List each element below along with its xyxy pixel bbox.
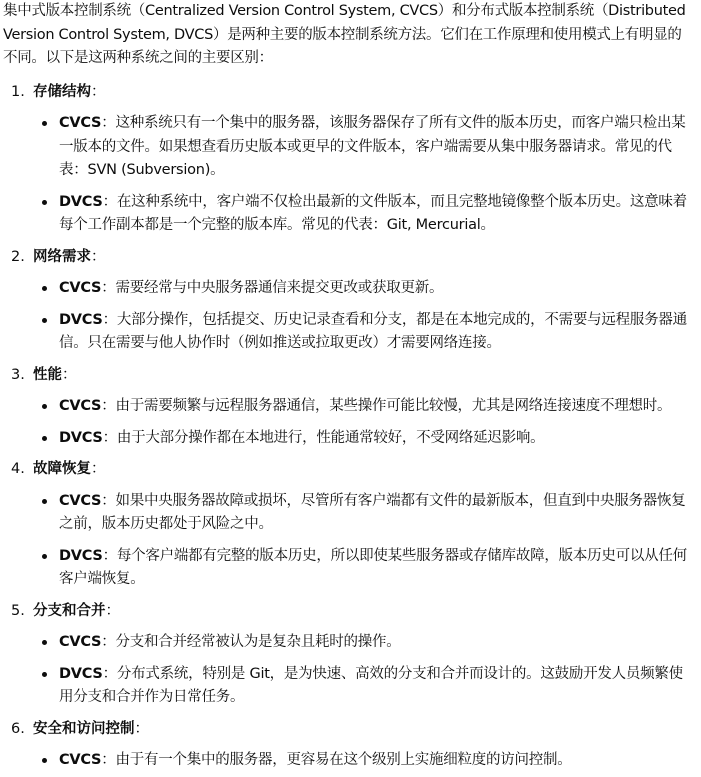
section-heading — [3, 600, 693, 624]
point-label-colon: ： — [101, 398, 116, 414]
point-label: CVCS — [59, 398, 102, 414]
section-number: 3. — [11, 366, 25, 383]
point-label: DVCS — [59, 311, 103, 328]
list-item — [3, 112, 693, 183]
section-points-list — [3, 277, 693, 356]
list-item — [3, 545, 693, 592]
point-label-colon: ： — [102, 429, 117, 446]
section-title-colon: ： — [91, 83, 106, 100]
section-item — [3, 81, 693, 238]
point-text: 由于需要频繁与远程服务器通信，某些操作可能比较慢，尤其是网络连接速度不理想时。 — [115, 398, 672, 414]
point-text: 如果中央服务器故障或损坏，尽管所有客户端都有文件的最新版本，但直到中央服务器恢复之前，版本历史都处于风险之中。 — [59, 492, 686, 532]
point-text: 这种系统只有一个集中的服务器，该服务器保存了所有文件的版本历史，而客户端只检出某一版本的文件。如果想查看历史版本或更早的文件版本，客户端需要从集中服务器请求。常见的代表：SVN (Subversion)。 — [59, 115, 686, 178]
point-label: CVCS — [59, 280, 102, 296]
point-label-colon: ： — [102, 311, 117, 328]
section-number: 4. — [11, 461, 25, 477]
point-label-colon: ： — [101, 280, 116, 296]
bullet-icon — [42, 318, 47, 323]
point-text: 在这种系统中，客户端不仅检出最新的文件版本，而且完整地镜像整个版本历史。这意味着每个工作副本都是一个完整的版本库。常见的代表：Git, Mercurial。 — [59, 193, 687, 233]
section-points-list — [3, 490, 693, 592]
list-item — [3, 749, 693, 773]
bullet-icon — [42, 200, 47, 205]
section-title: 存储结构 — [33, 83, 91, 100]
section-number: 6. — [11, 720, 25, 737]
point-label: CVCS — [59, 492, 102, 509]
section-title: 网络需求 — [33, 248, 91, 265]
section-heading — [3, 458, 693, 482]
list-item — [3, 631, 693, 655]
point-text: 由于有一个集中的服务器，更容易在这个级别上实施细粒度的访问控制。 — [115, 752, 572, 768]
section-heading — [3, 246, 693, 270]
point-label-colon: ： — [101, 752, 116, 768]
point-label: DVCS — [59, 665, 103, 682]
section-item — [3, 718, 693, 773]
point-text: 分布式系统，特别是 Git，是为快速、高效的分支和合并而设计的。这鼓励开发人员频繁使用分支和合并作为日常任务。 — [59, 665, 683, 705]
intro-paragraph: 集中式版本控制系统（Centralized Version Control System, CVCS）和分布式版本控制系统（Distributed Version Control System, DVCS）是两种主要的版本控制系统方法。它们在工作原理和使用模式上有明显的不同。以下是这两种系统之间的主要区别： — [3, 3, 686, 66]
bullet-icon — [42, 554, 47, 559]
point-label: DVCS — [59, 193, 103, 210]
section-heading — [3, 81, 693, 105]
point-text: 每个客户端都有完整的版本历史，所以即使某些服务器或存储库故障，版本历史可以从任何客户端恢复。 — [59, 547, 687, 587]
section-points-list — [3, 631, 693, 710]
section-points-list — [3, 395, 693, 450]
point-label-colon: ： — [101, 634, 116, 650]
list-item — [3, 277, 693, 301]
section-heading — [3, 364, 693, 388]
section-item — [3, 458, 693, 592]
point-label: CVCS — [59, 634, 102, 650]
bullet-icon — [42, 672, 47, 677]
comparison-sections — [3, 81, 693, 773]
list-item — [3, 309, 693, 356]
point-label: CVCS — [59, 115, 102, 131]
point-label-colon: ： — [102, 193, 117, 210]
section-title-colon: ： — [91, 461, 106, 477]
section-title: 故障恢复 — [33, 461, 91, 477]
section-item — [3, 246, 693, 356]
section-number: 5. — [11, 602, 25, 619]
section-title-colon: ： — [134, 720, 149, 737]
section-item — [3, 364, 693, 451]
section-heading — [3, 718, 693, 742]
bullet-icon — [42, 436, 47, 441]
section-title: 安全和访问控制 — [33, 720, 135, 737]
list-item — [3, 427, 693, 451]
point-text: 由于大部分操作都在本地进行，性能通常较好，不受网络延迟影响。 — [116, 429, 545, 446]
point-text: 分支和合并经常被认为是复杂且耗时的操作。 — [115, 634, 401, 650]
point-label-colon: ： — [101, 492, 116, 509]
section-number: 1. — [11, 83, 25, 100]
section-title: 性能 — [33, 366, 62, 383]
bullet-icon — [42, 121, 47, 126]
bullet-icon — [42, 286, 47, 291]
point-label-colon: ： — [102, 547, 117, 564]
point-label-colon: ： — [101, 115, 116, 131]
list-item — [3, 490, 693, 537]
list-item — [3, 191, 693, 238]
point-label: CVCS — [59, 752, 102, 768]
point-label-colon: ： — [102, 665, 117, 682]
section-number: 2. — [11, 248, 25, 265]
section-title-colon: ： — [91, 248, 106, 265]
section-title-colon: ： — [105, 602, 120, 619]
list-item — [3, 663, 693, 710]
point-text: 大部分操作，包括提交、历史记录查看和分支，都是在本地完成的，不需要与远程服务器通信。只在需要与他人协作时（例如推送或拉取更改）才需要网络连接。 — [59, 311, 687, 351]
section-title-colon: ： — [62, 366, 77, 383]
bullet-icon — [42, 499, 47, 504]
bullet-icon — [42, 404, 47, 409]
point-label: DVCS — [59, 547, 103, 564]
list-item — [3, 395, 693, 419]
point-text: 需要经常与中央服务器通信来提交更改或获取更新。 — [115, 280, 444, 296]
section-item — [3, 600, 693, 710]
section-title: 分支和合并 — [33, 602, 106, 619]
bullet-icon — [42, 758, 47, 763]
section-points-list — [3, 749, 693, 773]
bullet-icon — [42, 640, 47, 645]
section-points-list — [3, 112, 693, 238]
point-label: DVCS — [59, 429, 103, 446]
